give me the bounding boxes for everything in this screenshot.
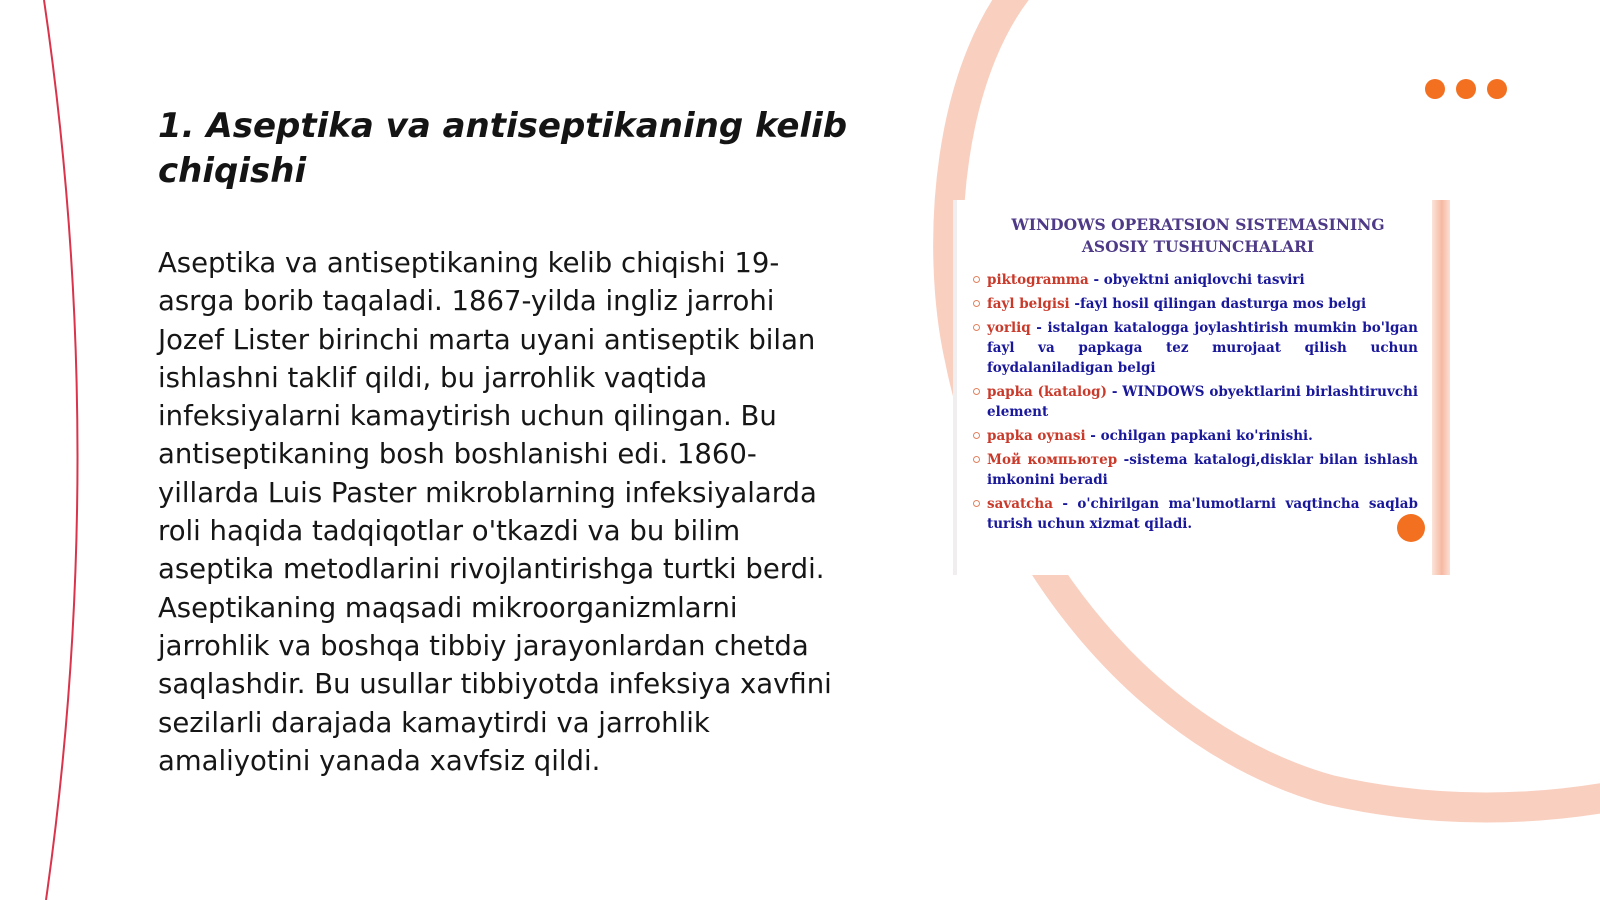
list-item (973, 494, 1418, 534)
image-left-edge (953, 200, 957, 575)
list-item (973, 426, 1418, 446)
definition: - ochilgan papkani ko'rinishi. (1085, 428, 1313, 444)
term: papka oynasi (987, 428, 1086, 444)
bullet-icon (973, 276, 980, 283)
list-item (973, 382, 1418, 422)
term: piktogramma (987, 272, 1089, 288)
concepts-list (973, 270, 1418, 538)
dot-icon (1487, 79, 1507, 99)
windows-concepts-image (953, 200, 1433, 575)
definition: - istalgan katalogga joylashtirish mumkin bo'lgan fayl va papkaga tez murojaat qilish uchun foydalaniladigan belgi (987, 320, 1418, 376)
orange-dot-icon (1397, 514, 1425, 542)
definition: - obyektni aniqlovchi tasviri (1088, 272, 1305, 288)
bullet-icon (973, 300, 980, 307)
term: yorliq (987, 320, 1031, 336)
image-side-bar (1432, 200, 1450, 575)
bullet-icon (973, 456, 980, 463)
list-item (973, 294, 1418, 314)
slide-title: 1. Aseptika va antiseptikaning kelib chiqishi (158, 106, 848, 191)
definition: - o'chirilgan ma'lumotlarni vaqtincha saqlab turish uchun xizmat qiladi. (987, 496, 1418, 532)
term: papka (katalog) (987, 384, 1108, 400)
dot-icon (1456, 79, 1476, 99)
bullet-icon (973, 432, 980, 439)
list-item (973, 270, 1418, 290)
slide-body-text: Aseptika va antiseptikaning kelib chiqishi 19-asrga borib taqaladi. 1867-yilda ingliz jarrohi Jozef Lister birinchi marta uyani antiseptik bilan ishlashni taklif qildi, bu jarrohlik vaqtida infeksiyalarni kamaytirish uchun qilingan. Bu antiseptikaning bosh boshlanishi edi. 1860-yillarda Luis Paster mikroblarning infeksiyalarda roli haqida tadqiqotlar o'tkazdi va bu bilim aseptika metodlarini rivojlantirishga turtki berdi. Aseptikaning maqsadi mikroorganizmlarni jarrohlik va boshqa tibbiy jarayonlardan chetda saqlashdir. Bu usullar tibbiyotda infeksiya xavfini sezilarli darajada kamaytirdi va jarrohlik amaliyotini yanada xavfsiz qildi. (158, 247, 832, 777)
definition: -fayl hosil qilingan dasturga mos belgi (1069, 296, 1367, 312)
bullet-icon (973, 324, 980, 331)
term: savatcha (987, 496, 1053, 512)
decorative-dots (1425, 79, 1507, 99)
term: fayl belgisi (987, 296, 1070, 312)
dot-icon (1425, 79, 1445, 99)
list-item (973, 450, 1418, 490)
bullet-icon (973, 388, 980, 395)
left-accent-line (44, 0, 78, 900)
list-item (973, 318, 1418, 378)
term: Мой компьютер (987, 452, 1118, 468)
definition: - WINDOWS obyektlarini birlashtiruvchi element (987, 384, 1418, 420)
image-title: WINDOWS OPERATSION SISTEMASINING ASOSIY TUSHUNCHALARI (1011, 215, 1385, 256)
definition: -sistema katalogi,disklar bilan ishlash imkonini beradi (987, 452, 1418, 488)
bullet-icon (973, 500, 980, 507)
